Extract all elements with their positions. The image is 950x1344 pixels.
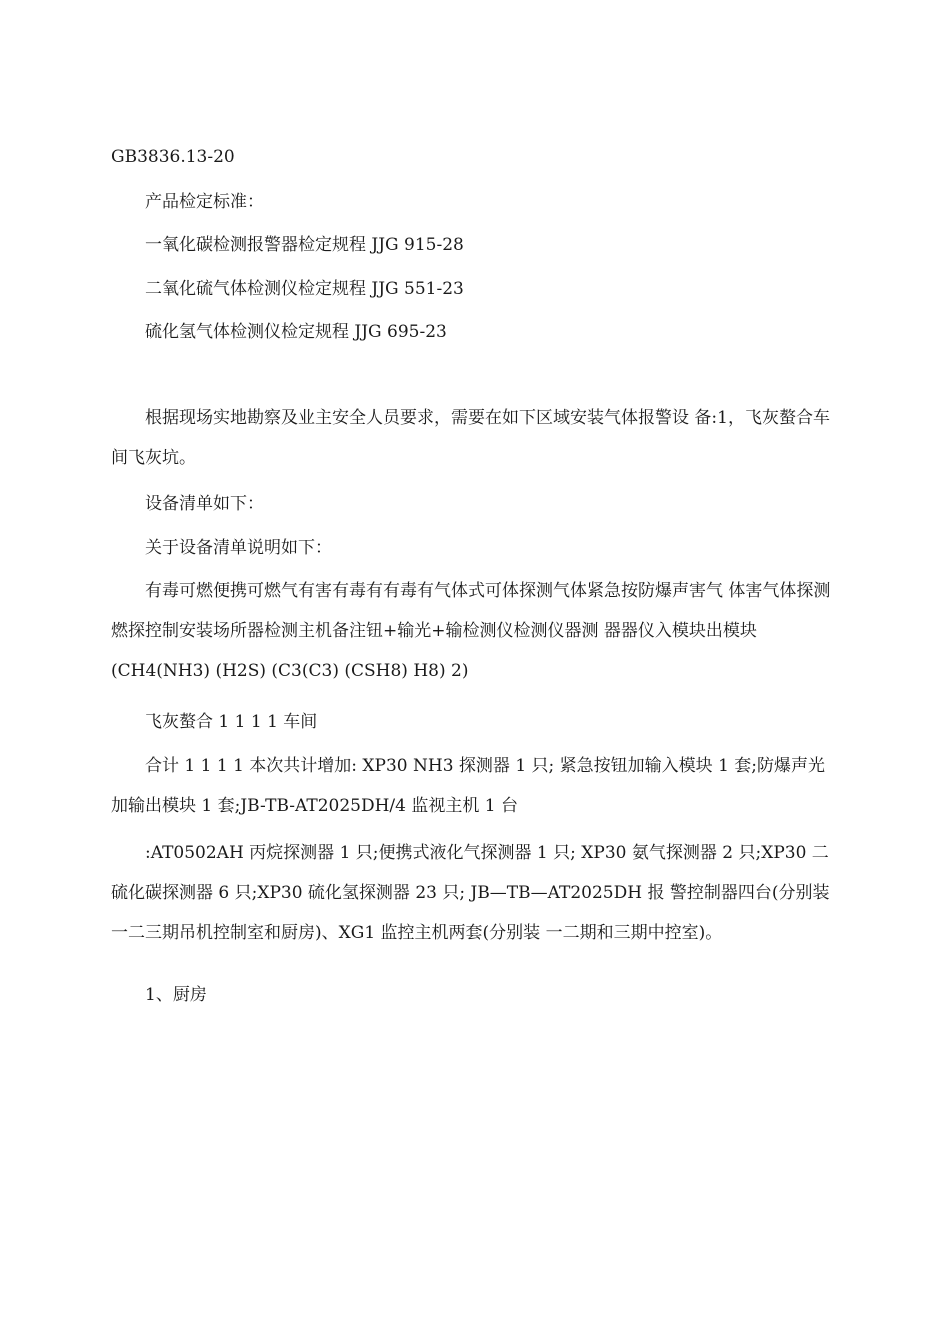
standard-h2s-detector: 硫化氢气体检测仪检定规程 JJG 695-23 <box>145 322 447 342</box>
equipment-list-heading: 设备清单如下： <box>145 494 264 514</box>
standard-co-detector: 一氧化碳检测报警器检定规程 JJG 915-28 <box>145 235 464 255</box>
equipment-list-note-heading: 关于设备清单说明如下： <box>145 538 332 558</box>
section-kitchen-heading: 1、厨房 <box>145 985 207 1005</box>
standard-so2-detector: 二氧化硫气体检测仪检定规程 JJG 551-23 <box>145 279 464 299</box>
existing-equipment-paragraph: :AT0502AH 丙烷探测器 1 只;便携式液化气探测器 1 只; XP30 氨气探测器 2 只;XP30 二硫化碳探测器 6 只;XP30 硫化氢探测器 23 只; JB—TB—AT2025DH 报 警控制器四台(分别装一二三期吊机控制室和厨房)、XG1 监控主机两套(分别装 一二期和三期中控室)。 <box>111 843 830 943</box>
verification-heading: 产品检定标准： <box>145 192 264 212</box>
standard-code-line: GB3836.13-20 <box>111 147 235 167</box>
total-added-paragraph: 合计 1 1 1 1 本次共计增加: XP30 NH3 探测器 1 只; 紧急按钮加输入模块 1 套;防爆声光加输出模块 1 套;JB-TB-AT2025DH/4 监视主机 1 台 <box>111 756 826 816</box>
site-requirement-paragraph: 根据现场实地勘察及业主安全人员要求，需要在如下区域安装气体报警设 备:1，飞灰螯合车间飞灰坑。 <box>111 408 830 468</box>
equipment-table-row-workshop: 飞灰螯合 1 1 1 1 车间 <box>145 712 318 732</box>
equipment-table-header-text: 有毒可燃便携可燃气有害有毒有有毒有气体式可体探测气体紧急按防爆声害气 体害气体探测燃探控制安装场所器检测主机备注钮+输光+输检测仪检测仪器测 器器仪入模块出模块 (CH4(NH3) (H2S) (C3(C3) (CSH8) H8) 2) <box>111 581 831 681</box>
